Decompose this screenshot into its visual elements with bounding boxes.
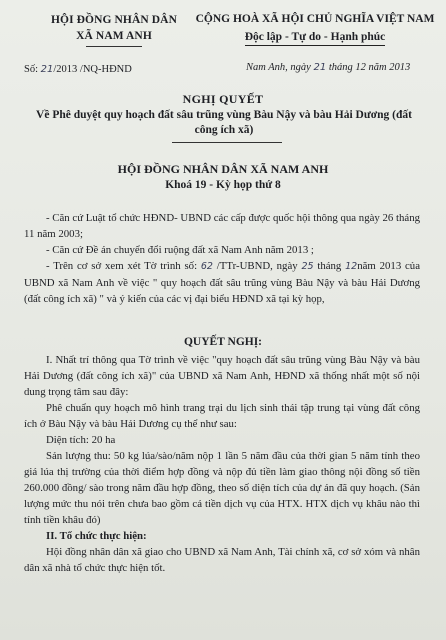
document-number: Số: 21/2013 /NQ-HĐND bbox=[24, 64, 132, 75]
submission-day-handwritten: 25 bbox=[301, 261, 314, 272]
issuer-session: Khoá 19 - Kỳ họp thứ 8 bbox=[165, 179, 281, 191]
national-title: CỘNG HOÀ XÃ HỘI CHỦ NGHĨA VIỆT NAM bbox=[195, 13, 435, 25]
national-header bbox=[190, 10, 440, 46]
decision-item-2: Hội đồng nhân dân xã giao cho UBND xã Nam Anh, Tài chính xã, cơ sở xóm và nhân dân xã nhà tổ chức thực hiện tốt. bbox=[24, 546, 420, 574]
date-handwritten-day: 21 bbox=[313, 62, 327, 73]
decision-area: Diện tích: 20 ha bbox=[46, 434, 116, 446]
document-number-handwritten: 21 bbox=[40, 64, 54, 75]
national-motto: Độc lập - Tự do - Hạnh phúc bbox=[245, 30, 386, 46]
basis-1: - Căn cứ Luật tổ chức HĐND- UBND các cấp được quốc hội thông qua ngày 26 tháng 11 năm 2003; bbox=[24, 212, 420, 240]
submission-month-handwritten: 12 bbox=[345, 261, 358, 272]
legal-bases bbox=[24, 210, 420, 307]
decision-item-1-approval: Phê chuẩn quy hoạch mô hình trang trại du lịch sinh thái tập trung tại vùng đất công ích ở Bàu Nậy và bàu Hải Dương cụ thể như sau: bbox=[24, 402, 420, 430]
issuing-body-line2: XÃ NAM ANH bbox=[76, 30, 152, 42]
decision-item-2-heading: II. Tổ chức thực hiện: bbox=[46, 530, 147, 542]
decision-item-1: I. Nhất trí thông qua Tờ trình về việc "quy hoạch đất sâu trũng vùng Bàu Nậy và bàu Hải Dương (đất công ích xã)" của UBND xã Nam Anh, HĐND xã thống nhất một số nội dung trọng tâm sau đây: bbox=[24, 354, 420, 398]
basis-2: - Căn cứ Đề án chuyển đổi ruộng đất xã Nam Anh năm 2013 ; bbox=[46, 244, 314, 256]
decision-heading: QUYẾT NGHỊ: bbox=[183, 336, 263, 348]
decision-body bbox=[24, 352, 420, 576]
header-left-rule bbox=[86, 46, 142, 47]
document-type-title: NGHỊ QUYẾT bbox=[182, 92, 264, 106]
basis-3: - Trên cơ sở xem xét Tờ trình số: 62 /TTr-UBND, ngày 25 tháng 12năm 2013 của UBND xã Nam Anh về việc " quy hoạch đất sâu trũng vùng Bàu Nậy và bàu Hải Dương (đất công ích xã) " và ý kiến của các vị đại biểu HĐND xã tại kỳ họp, bbox=[24, 260, 420, 305]
subject-rule bbox=[172, 142, 282, 143]
decision-output: Sản lượng thu: 50 kg lúa/sào/năm nộp 1 lần 5 năm đầu của thời gian 5 năm tính theo giá lúa thị trường của thời điểm hợp đồng và nộp đủ tiền làm giao thông nội đồng số tiền 260.000 đồng/ sào trong năm đầu hợp đồng, theo số diện tích của dự án đã quy hoạch. (Sản lượng mức thu nói trên chưa bao gồm cả tiền dịch vụ của HTX. HTX dịch vụ khâu nào thì tính tiền khâu đó) bbox=[24, 450, 420, 526]
submission-number-handwritten: 62 bbox=[200, 261, 213, 272]
issuer-name: HỘI ĐỒNG NHÂN DÂN XÃ NAM ANH bbox=[117, 162, 329, 176]
issuing-body-header bbox=[34, 12, 194, 44]
issuing-body-line1: HỘI ĐỒNG NHÂN DÂN bbox=[51, 14, 177, 26]
document-date: Nam Anh, ngày 21 tháng 12 năm 2013 bbox=[246, 62, 411, 73]
document-subject: Về Phê duyệt quy hoạch đất sâu trũng vùng Bàu Nậy và bàu Hải Dương (đất công ích xã) bbox=[36, 109, 412, 136]
